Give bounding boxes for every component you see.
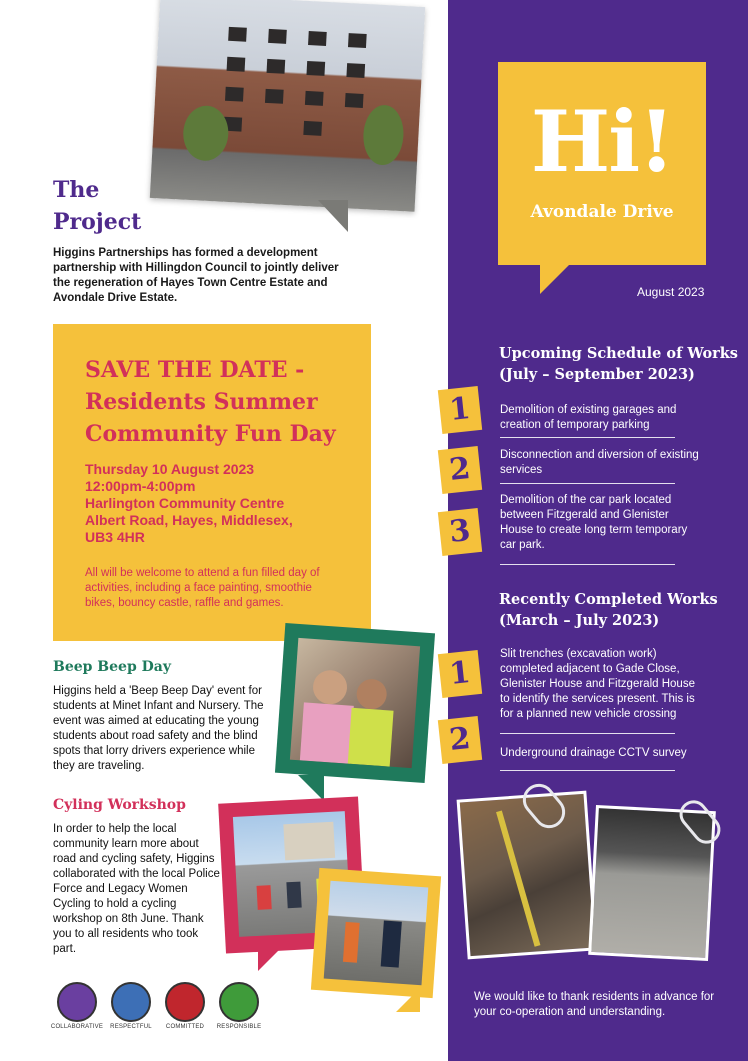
completed-item-2: Underground drainage CCTV survey xyxy=(500,747,687,759)
cycling-photo-2 xyxy=(324,881,429,986)
hi-title: Hi! xyxy=(530,92,674,191)
upcoming-item-1: Demolition of existing garages and creation of temporary parking xyxy=(500,404,677,431)
hi-subtitle: Avondale Drive xyxy=(530,202,674,222)
cycling-heading: Cyling Workshop xyxy=(53,797,186,813)
beep-beep-speech-tail xyxy=(298,775,324,801)
thanks-message: We would like to thank residents in advance for your co-operation and understanding. xyxy=(474,991,715,1018)
cycling-speech-tail-1 xyxy=(258,945,284,971)
beep-beep-frame xyxy=(275,623,435,783)
divider xyxy=(500,733,675,734)
hi-speech-tail xyxy=(540,264,570,294)
save-the-date-box xyxy=(53,324,371,641)
event-time: 12:00pm-4:00pm xyxy=(85,478,196,494)
cycling-frame-2 xyxy=(311,868,441,998)
collaborative-label: COLLABORATIVE xyxy=(50,1024,104,1030)
beep-beep-photo xyxy=(290,638,420,768)
upcoming-heading-line2: (July – September 2023) xyxy=(499,366,695,383)
responsible-badge-icon xyxy=(219,982,259,1022)
upcoming-heading-line1: Upcoming Schedule of Works xyxy=(499,345,738,362)
values-badges xyxy=(50,982,267,1032)
cycling-body: In order to help the local community learn more about road and cycling safety, Higgins collaborated with the local Police Force and Legacy Women Cycling to hold a cycling workshop on 8th June. Thank you to all residents who took part. xyxy=(53,823,220,955)
save-the-date-body: All will be welcome to attend a fun filled day of activities, including a face painting, smoothie bikes, bouncy castle, raffle and games. xyxy=(85,567,320,609)
completed-item-1: Slit trenches (excavation work) completed adjacent to Gade Close, Glenister House and Fitzgerald House to identify the services present. This is for a planned new vehicle crossing xyxy=(500,648,695,720)
trench-photo xyxy=(457,791,598,960)
issue-date: August 2023 xyxy=(637,285,705,299)
upcoming-number-1: 1 xyxy=(438,386,482,434)
event-date: Thursday 10 August 2023 xyxy=(85,461,255,477)
completed-heading-line1: Recently Completed Works xyxy=(499,591,718,608)
responsible-label: RESPONSIBLE xyxy=(216,1024,262,1030)
project-title-line1: The xyxy=(53,177,100,203)
committed-badge-icon xyxy=(165,982,205,1022)
collaborative-badge-icon xyxy=(57,982,97,1022)
completed-number-2: 2 xyxy=(438,716,482,764)
cycling-speech-tail-2 xyxy=(396,988,420,1012)
building-photo xyxy=(150,0,425,212)
event-details xyxy=(85,461,355,546)
completed-heading-line2: (March – July 2023) xyxy=(499,612,660,629)
project-title xyxy=(53,174,141,238)
photo-speech-tail xyxy=(318,200,348,232)
upcoming-number-2: 2 xyxy=(438,446,482,494)
save-the-date-title: SAVE THE DATE - Residents Summer Community Fun Day xyxy=(85,357,336,447)
upcoming-number-3: 3 xyxy=(438,508,482,556)
beep-beep-body: Higgins held a 'Beep Beep Day' event for students at Minet Infant and Nursery. The event was aimed at educating the young students about road safety and the blind spots that lorry drivers experience while they are traveling. xyxy=(53,685,264,772)
respectful-badge-icon xyxy=(111,982,151,1022)
upcoming-item-2: Disconnection and diversion of existing services xyxy=(500,449,699,476)
completed-number-1: 1 xyxy=(438,650,482,698)
divider xyxy=(500,483,675,484)
event-postcode: UB3 4HR xyxy=(85,529,145,545)
completed-heading xyxy=(499,589,739,631)
hi-banner xyxy=(498,62,706,265)
project-intro: Higgins Partnerships has formed a development partnership with Hillingdon Council to jointly deliver the regeneration of Hayes Town Centre Estate and Avondale Drive Estate. xyxy=(53,247,339,304)
divider xyxy=(500,770,675,771)
respectful-label: RESPECTFUL xyxy=(110,1024,152,1030)
divider xyxy=(500,437,675,438)
project-title-line2: Project xyxy=(53,209,142,235)
upcoming-item-3: Demolition of the car park located between Fitzgerald and Glenister House to create long term temporary car park. xyxy=(500,494,688,551)
upcoming-heading xyxy=(499,343,739,385)
event-venue: Harlington Community Centre xyxy=(85,495,285,511)
event-address: Albert Road, Hayes, Middlesex, xyxy=(85,512,293,528)
committed-label: COMMITTED xyxy=(165,1024,205,1030)
divider xyxy=(500,564,675,565)
beep-beep-heading: Beep Beep Day xyxy=(53,659,171,675)
